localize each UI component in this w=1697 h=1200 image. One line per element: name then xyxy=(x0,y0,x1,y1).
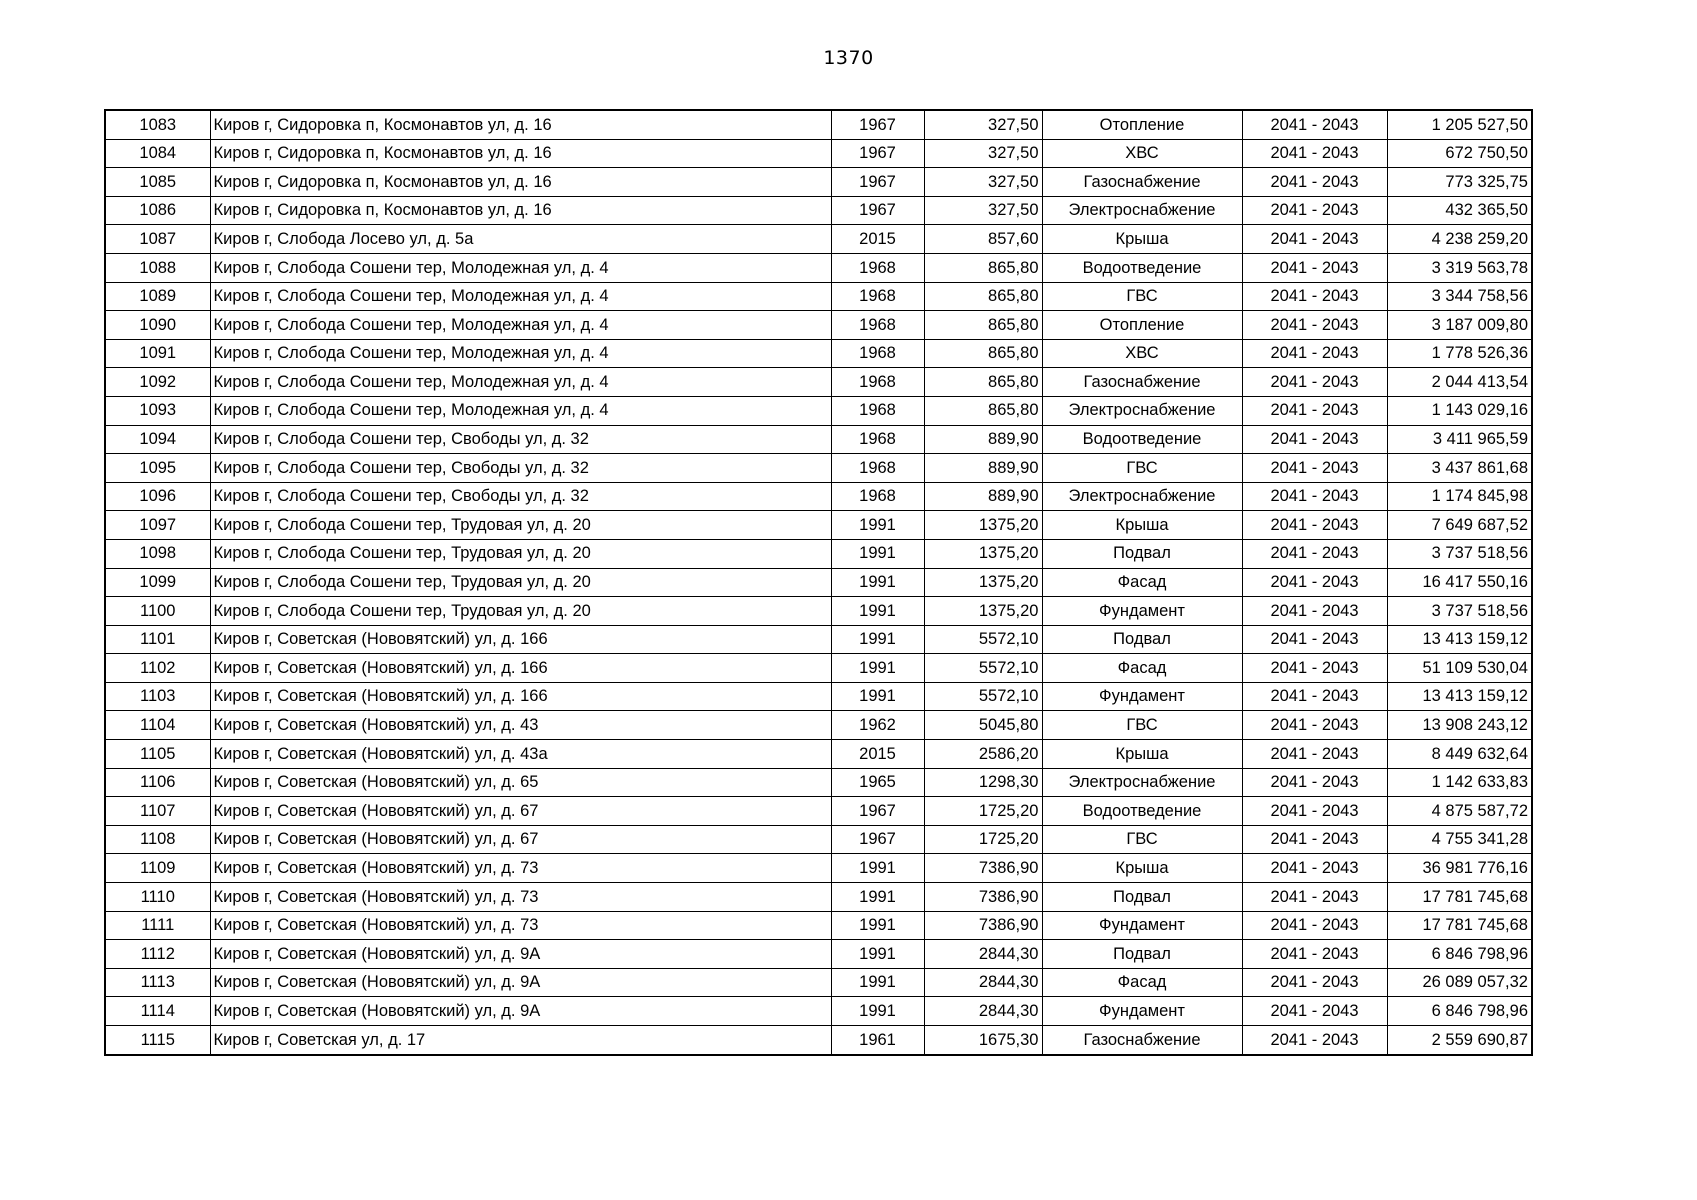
address-cell: Киров г, Сидоровка п, Космонавтов ул, д. 16 xyxy=(210,196,831,225)
cost-cell: 17 781 745,68 xyxy=(1387,911,1532,940)
year-cell: 1991 xyxy=(831,940,924,969)
work-type-cell: Крыша xyxy=(1042,740,1242,769)
work-type-cell: Фасад xyxy=(1042,654,1242,683)
row-number: 1098 xyxy=(105,539,210,568)
period-cell: 2041 - 2043 xyxy=(1242,511,1387,540)
cost-cell: 432 365,50 xyxy=(1387,196,1532,225)
year-cell: 1991 xyxy=(831,854,924,883)
table-row xyxy=(105,1026,1532,1055)
work-type-cell: Крыша xyxy=(1042,854,1242,883)
work-type-cell: ГВС xyxy=(1042,825,1242,854)
table-row xyxy=(105,711,1532,740)
area-cell: 327,50 xyxy=(924,139,1042,168)
address-cell: Киров г, Слобода Сошени тер, Трудовая ул, д. 20 xyxy=(210,511,831,540)
area-cell: 5572,10 xyxy=(924,682,1042,711)
table-row xyxy=(105,682,1532,711)
table-row xyxy=(105,396,1532,425)
address-cell: Киров г, Советская (Нововятский) ул, д. 73 xyxy=(210,883,831,912)
cost-cell: 51 109 530,04 xyxy=(1387,654,1532,683)
area-cell: 889,90 xyxy=(924,454,1042,483)
work-type-cell: Подвал xyxy=(1042,625,1242,654)
area-cell: 7386,90 xyxy=(924,911,1042,940)
cost-cell: 6 846 798,96 xyxy=(1387,940,1532,969)
cost-cell: 7 649 687,52 xyxy=(1387,511,1532,540)
period-cell: 2041 - 2043 xyxy=(1242,454,1387,483)
address-cell: Киров г, Советская (Нововятский) ул, д. 73 xyxy=(210,854,831,883)
area-cell: 327,50 xyxy=(924,110,1042,139)
row-number: 1111 xyxy=(105,911,210,940)
cost-cell: 3 437 861,68 xyxy=(1387,454,1532,483)
row-number: 1096 xyxy=(105,482,210,511)
address-cell: Киров г, Слобода Сошени тер, Молодежная ул, д. 4 xyxy=(210,311,831,340)
address-cell: Киров г, Слобода Лосево ул, д. 5а xyxy=(210,225,831,254)
cost-cell: 1 205 527,50 xyxy=(1387,110,1532,139)
row-number: 1086 xyxy=(105,196,210,225)
year-cell: 1967 xyxy=(831,110,924,139)
address-cell: Киров г, Советская (Нововятский) ул, д. 166 xyxy=(210,625,831,654)
period-cell: 2041 - 2043 xyxy=(1242,740,1387,769)
year-cell: 1965 xyxy=(831,768,924,797)
area-cell: 865,80 xyxy=(924,368,1042,397)
work-type-cell: Фундамент xyxy=(1042,911,1242,940)
address-cell: Киров г, Сидоровка п, Космонавтов ул, д. 16 xyxy=(210,139,831,168)
area-cell: 7386,90 xyxy=(924,854,1042,883)
work-type-cell: Газоснабжение xyxy=(1042,1026,1242,1055)
row-number: 1105 xyxy=(105,740,210,769)
row-number: 1085 xyxy=(105,168,210,197)
year-cell: 1967 xyxy=(831,168,924,197)
year-cell: 1991 xyxy=(831,968,924,997)
table-row xyxy=(105,139,1532,168)
row-number: 1103 xyxy=(105,682,210,711)
area-cell: 1375,20 xyxy=(924,511,1042,540)
cost-cell: 3 737 518,56 xyxy=(1387,539,1532,568)
address-cell: Киров г, Слобода Сошени тер, Молодежная ул, д. 4 xyxy=(210,368,831,397)
area-cell: 865,80 xyxy=(924,253,1042,282)
address-cell: Киров г, Советская (Нововятский) ул, д. 9А xyxy=(210,968,831,997)
table-row xyxy=(105,768,1532,797)
period-cell: 2041 - 2043 xyxy=(1242,139,1387,168)
period-cell: 2041 - 2043 xyxy=(1242,682,1387,711)
work-type-cell: Подвал xyxy=(1042,539,1242,568)
row-number: 1091 xyxy=(105,339,210,368)
work-type-cell: Водоотведение xyxy=(1042,425,1242,454)
table-row xyxy=(105,911,1532,940)
year-cell: 1991 xyxy=(831,911,924,940)
cost-cell: 3 737 518,56 xyxy=(1387,597,1532,626)
period-cell: 2041 - 2043 xyxy=(1242,110,1387,139)
area-cell: 5572,10 xyxy=(924,654,1042,683)
year-cell: 1968 xyxy=(831,396,924,425)
address-cell: Киров г, Слобода Сошени тер, Свободы ул, д. 32 xyxy=(210,482,831,511)
area-cell: 327,50 xyxy=(924,196,1042,225)
table-row xyxy=(105,339,1532,368)
table-body xyxy=(105,110,1532,1055)
cost-cell: 36 981 776,16 xyxy=(1387,854,1532,883)
area-cell: 865,80 xyxy=(924,339,1042,368)
work-type-cell: Фасад xyxy=(1042,568,1242,597)
table-row xyxy=(105,654,1532,683)
table-row xyxy=(105,997,1532,1026)
area-cell: 1375,20 xyxy=(924,568,1042,597)
year-cell: 1961 xyxy=(831,1026,924,1055)
year-cell: 1991 xyxy=(831,997,924,1026)
work-type-cell: Отопление xyxy=(1042,110,1242,139)
table-row xyxy=(105,625,1532,654)
row-number: 1115 xyxy=(105,1026,210,1055)
period-cell: 2041 - 2043 xyxy=(1242,168,1387,197)
area-cell: 865,80 xyxy=(924,311,1042,340)
row-number: 1102 xyxy=(105,654,210,683)
cost-cell: 17 781 745,68 xyxy=(1387,883,1532,912)
row-number: 1108 xyxy=(105,825,210,854)
work-type-cell: Крыша xyxy=(1042,225,1242,254)
cost-cell: 1 778 526,36 xyxy=(1387,339,1532,368)
cost-cell: 3 319 563,78 xyxy=(1387,253,1532,282)
address-cell: Киров г, Советская ул, д. 17 xyxy=(210,1026,831,1055)
area-cell: 1675,30 xyxy=(924,1026,1042,1055)
row-number: 1106 xyxy=(105,768,210,797)
cost-cell: 3 411 965,59 xyxy=(1387,425,1532,454)
address-cell: Киров г, Советская (Нововятский) ул, д. 166 xyxy=(210,654,831,683)
table-row xyxy=(105,854,1532,883)
year-cell: 1968 xyxy=(831,425,924,454)
period-cell: 2041 - 2043 xyxy=(1242,625,1387,654)
work-type-cell: Водоотведение xyxy=(1042,253,1242,282)
cost-cell: 1 142 633,83 xyxy=(1387,768,1532,797)
row-number: 1099 xyxy=(105,568,210,597)
period-cell: 2041 - 2043 xyxy=(1242,253,1387,282)
cost-cell: 4 238 259,20 xyxy=(1387,225,1532,254)
row-number: 1087 xyxy=(105,225,210,254)
year-cell: 1991 xyxy=(831,511,924,540)
address-cell: Киров г, Советская (Нововятский) ул, д. 73 xyxy=(210,911,831,940)
cost-cell: 1 174 845,98 xyxy=(1387,482,1532,511)
period-cell: 2041 - 2043 xyxy=(1242,396,1387,425)
cost-cell: 13 908 243,12 xyxy=(1387,711,1532,740)
row-number: 1092 xyxy=(105,368,210,397)
table-row xyxy=(105,368,1532,397)
work-type-cell: Электроснабжение xyxy=(1042,196,1242,225)
work-type-cell: ХВС xyxy=(1042,339,1242,368)
work-type-cell: Водоотведение xyxy=(1042,797,1242,826)
row-number: 1088 xyxy=(105,253,210,282)
row-number: 1112 xyxy=(105,940,210,969)
table-row xyxy=(105,253,1532,282)
table-row xyxy=(105,282,1532,311)
period-cell: 2041 - 2043 xyxy=(1242,854,1387,883)
row-number: 1090 xyxy=(105,311,210,340)
area-cell: 1375,20 xyxy=(924,597,1042,626)
address-cell: Киров г, Советская (Нововятский) ул, д. 9А xyxy=(210,940,831,969)
period-cell: 2041 - 2043 xyxy=(1242,196,1387,225)
row-number: 1100 xyxy=(105,597,210,626)
repair-schedule-table xyxy=(104,109,1533,1056)
cost-cell: 2 559 690,87 xyxy=(1387,1026,1532,1055)
cost-cell: 773 325,75 xyxy=(1387,168,1532,197)
work-type-cell: Крыша xyxy=(1042,511,1242,540)
period-cell: 2041 - 2043 xyxy=(1242,940,1387,969)
year-cell: 1967 xyxy=(831,196,924,225)
work-type-cell: Фундамент xyxy=(1042,997,1242,1026)
table-row xyxy=(105,454,1532,483)
address-cell: Киров г, Советская (Нововятский) ул, д. 9А xyxy=(210,997,831,1026)
year-cell: 1991 xyxy=(831,682,924,711)
table-row xyxy=(105,225,1532,254)
page-number: 1370 xyxy=(823,47,874,69)
year-cell: 1968 xyxy=(831,311,924,340)
address-cell: Киров г, Советская (Нововятский) ул, д. 43 xyxy=(210,711,831,740)
area-cell: 889,90 xyxy=(924,425,1042,454)
work-type-cell: Газоснабжение xyxy=(1042,368,1242,397)
year-cell: 1967 xyxy=(831,139,924,168)
area-cell: 865,80 xyxy=(924,396,1042,425)
row-number: 1093 xyxy=(105,396,210,425)
year-cell: 1991 xyxy=(831,539,924,568)
table-row xyxy=(105,311,1532,340)
year-cell: 1968 xyxy=(831,454,924,483)
address-cell: Киров г, Слобода Сошени тер, Молодежная ул, д. 4 xyxy=(210,396,831,425)
row-number: 1109 xyxy=(105,854,210,883)
address-cell: Киров г, Слобода Сошени тер, Трудовая ул, д. 20 xyxy=(210,568,831,597)
area-cell: 1725,20 xyxy=(924,797,1042,826)
address-cell: Киров г, Сидоровка п, Космонавтов ул, д. 16 xyxy=(210,110,831,139)
address-cell: Киров г, Слобода Сошени тер, Трудовая ул, д. 20 xyxy=(210,539,831,568)
work-type-cell: Фасад xyxy=(1042,968,1242,997)
period-cell: 2041 - 2043 xyxy=(1242,225,1387,254)
table-row xyxy=(105,168,1532,197)
period-cell: 2041 - 2043 xyxy=(1242,568,1387,597)
period-cell: 2041 - 2043 xyxy=(1242,825,1387,854)
work-type-cell: Фундамент xyxy=(1042,682,1242,711)
cost-cell: 3 344 758,56 xyxy=(1387,282,1532,311)
area-cell: 7386,90 xyxy=(924,883,1042,912)
period-cell: 2041 - 2043 xyxy=(1242,282,1387,311)
table-row xyxy=(105,968,1532,997)
work-type-cell: ГВС xyxy=(1042,711,1242,740)
cost-cell: 672 750,50 xyxy=(1387,139,1532,168)
area-cell: 2844,30 xyxy=(924,940,1042,969)
period-cell: 2041 - 2043 xyxy=(1242,768,1387,797)
table-row xyxy=(105,511,1532,540)
year-cell: 1968 xyxy=(831,282,924,311)
row-number: 1114 xyxy=(105,997,210,1026)
work-type-cell: Электроснабжение xyxy=(1042,768,1242,797)
address-cell: Киров г, Слобода Сошени тер, Свободы ул, д. 32 xyxy=(210,454,831,483)
work-type-cell: ГВС xyxy=(1042,282,1242,311)
period-cell: 2041 - 2043 xyxy=(1242,425,1387,454)
work-type-cell: Электроснабжение xyxy=(1042,396,1242,425)
area-cell: 5045,80 xyxy=(924,711,1042,740)
year-cell: 1962 xyxy=(831,711,924,740)
cost-cell: 2 044 413,54 xyxy=(1387,368,1532,397)
period-cell: 2041 - 2043 xyxy=(1242,997,1387,1026)
address-cell: Киров г, Сидоровка п, Космонавтов ул, д. 16 xyxy=(210,168,831,197)
year-cell: 1991 xyxy=(831,654,924,683)
table-row xyxy=(105,740,1532,769)
period-cell: 2041 - 2043 xyxy=(1242,539,1387,568)
cost-cell: 16 417 550,16 xyxy=(1387,568,1532,597)
table-row xyxy=(105,110,1532,139)
year-cell: 1968 xyxy=(831,368,924,397)
work-type-cell: Фундамент xyxy=(1042,597,1242,626)
table-row xyxy=(105,940,1532,969)
address-cell: Киров г, Советская (Нововятский) ул, д. 65 xyxy=(210,768,831,797)
area-cell: 2586,20 xyxy=(924,740,1042,769)
work-type-cell: Электроснабжение xyxy=(1042,482,1242,511)
work-type-cell: Газоснабжение xyxy=(1042,168,1242,197)
row-number: 1089 xyxy=(105,282,210,311)
area-cell: 1725,20 xyxy=(924,825,1042,854)
area-cell: 2844,30 xyxy=(924,968,1042,997)
table-row xyxy=(105,196,1532,225)
address-cell: Киров г, Советская (Нововятский) ул, д. 166 xyxy=(210,682,831,711)
year-cell: 1991 xyxy=(831,568,924,597)
period-cell: 2041 - 2043 xyxy=(1242,1026,1387,1055)
address-cell: Киров г, Советская (Нововятский) ул, д. 43а xyxy=(210,740,831,769)
row-number: 1083 xyxy=(105,110,210,139)
period-cell: 2041 - 2043 xyxy=(1242,968,1387,997)
address-cell: Киров г, Слобода Сошени тер, Трудовая ул, д. 20 xyxy=(210,597,831,626)
table-row xyxy=(105,539,1532,568)
table-row xyxy=(105,597,1532,626)
year-cell: 1968 xyxy=(831,339,924,368)
year-cell: 1991 xyxy=(831,597,924,626)
work-type-cell: Подвал xyxy=(1042,940,1242,969)
year-cell: 1967 xyxy=(831,825,924,854)
cost-cell: 13 413 159,12 xyxy=(1387,625,1532,654)
row-number: 1094 xyxy=(105,425,210,454)
row-number: 1113 xyxy=(105,968,210,997)
period-cell: 2041 - 2043 xyxy=(1242,311,1387,340)
period-cell: 2041 - 2043 xyxy=(1242,597,1387,626)
area-cell: 1375,20 xyxy=(924,539,1042,568)
address-cell: Киров г, Советская (Нововятский) ул, д. 67 xyxy=(210,797,831,826)
address-cell: Киров г, Советская (Нововятский) ул, д. 67 xyxy=(210,825,831,854)
area-cell: 2844,30 xyxy=(924,997,1042,1026)
year-cell: 1968 xyxy=(831,482,924,511)
year-cell: 1968 xyxy=(831,253,924,282)
work-type-cell: Отопление xyxy=(1042,311,1242,340)
cost-cell: 6 846 798,96 xyxy=(1387,997,1532,1026)
period-cell: 2041 - 2043 xyxy=(1242,711,1387,740)
address-cell: Киров г, Слобода Сошени тер, Молодежная ул, д. 4 xyxy=(210,253,831,282)
cost-cell: 13 413 159,12 xyxy=(1387,682,1532,711)
year-cell: 1991 xyxy=(831,625,924,654)
year-cell: 1991 xyxy=(831,883,924,912)
table-row xyxy=(105,568,1532,597)
row-number: 1107 xyxy=(105,797,210,826)
cost-cell: 8 449 632,64 xyxy=(1387,740,1532,769)
row-number: 1095 xyxy=(105,454,210,483)
row-number: 1097 xyxy=(105,511,210,540)
period-cell: 2041 - 2043 xyxy=(1242,482,1387,511)
area-cell: 327,50 xyxy=(924,168,1042,197)
row-number: 1084 xyxy=(105,139,210,168)
cost-cell: 4 755 341,28 xyxy=(1387,825,1532,854)
address-cell: Киров г, Слобода Сошени тер, Свободы ул, д. 32 xyxy=(210,425,831,454)
address-cell: Киров г, Слобода Сошени тер, Молодежная ул, д. 4 xyxy=(210,339,831,368)
table-row xyxy=(105,425,1532,454)
table-row xyxy=(105,825,1532,854)
work-type-cell: ГВС xyxy=(1042,454,1242,483)
cost-cell: 1 143 029,16 xyxy=(1387,396,1532,425)
period-cell: 2041 - 2043 xyxy=(1242,911,1387,940)
area-cell: 889,90 xyxy=(924,482,1042,511)
area-cell: 857,60 xyxy=(924,225,1042,254)
period-cell: 2041 - 2043 xyxy=(1242,339,1387,368)
table-row xyxy=(105,797,1532,826)
address-cell: Киров г, Слобода Сошени тер, Молодежная ул, д. 4 xyxy=(210,282,831,311)
table-row xyxy=(105,482,1532,511)
row-number: 1101 xyxy=(105,625,210,654)
period-cell: 2041 - 2043 xyxy=(1242,797,1387,826)
table-row xyxy=(105,883,1532,912)
year-cell: 2015 xyxy=(831,225,924,254)
work-type-cell: Подвал xyxy=(1042,883,1242,912)
year-cell: 1967 xyxy=(831,797,924,826)
cost-cell: 26 089 057,32 xyxy=(1387,968,1532,997)
year-cell: 2015 xyxy=(831,740,924,769)
cost-cell: 3 187 009,80 xyxy=(1387,311,1532,340)
row-number: 1104 xyxy=(105,711,210,740)
period-cell: 2041 - 2043 xyxy=(1242,654,1387,683)
area-cell: 1298,30 xyxy=(924,768,1042,797)
period-cell: 2041 - 2043 xyxy=(1242,883,1387,912)
area-cell: 5572,10 xyxy=(924,625,1042,654)
area-cell: 865,80 xyxy=(924,282,1042,311)
cost-cell: 4 875 587,72 xyxy=(1387,797,1532,826)
period-cell: 2041 - 2043 xyxy=(1242,368,1387,397)
work-type-cell: ХВС xyxy=(1042,139,1242,168)
row-number: 1110 xyxy=(105,883,210,912)
